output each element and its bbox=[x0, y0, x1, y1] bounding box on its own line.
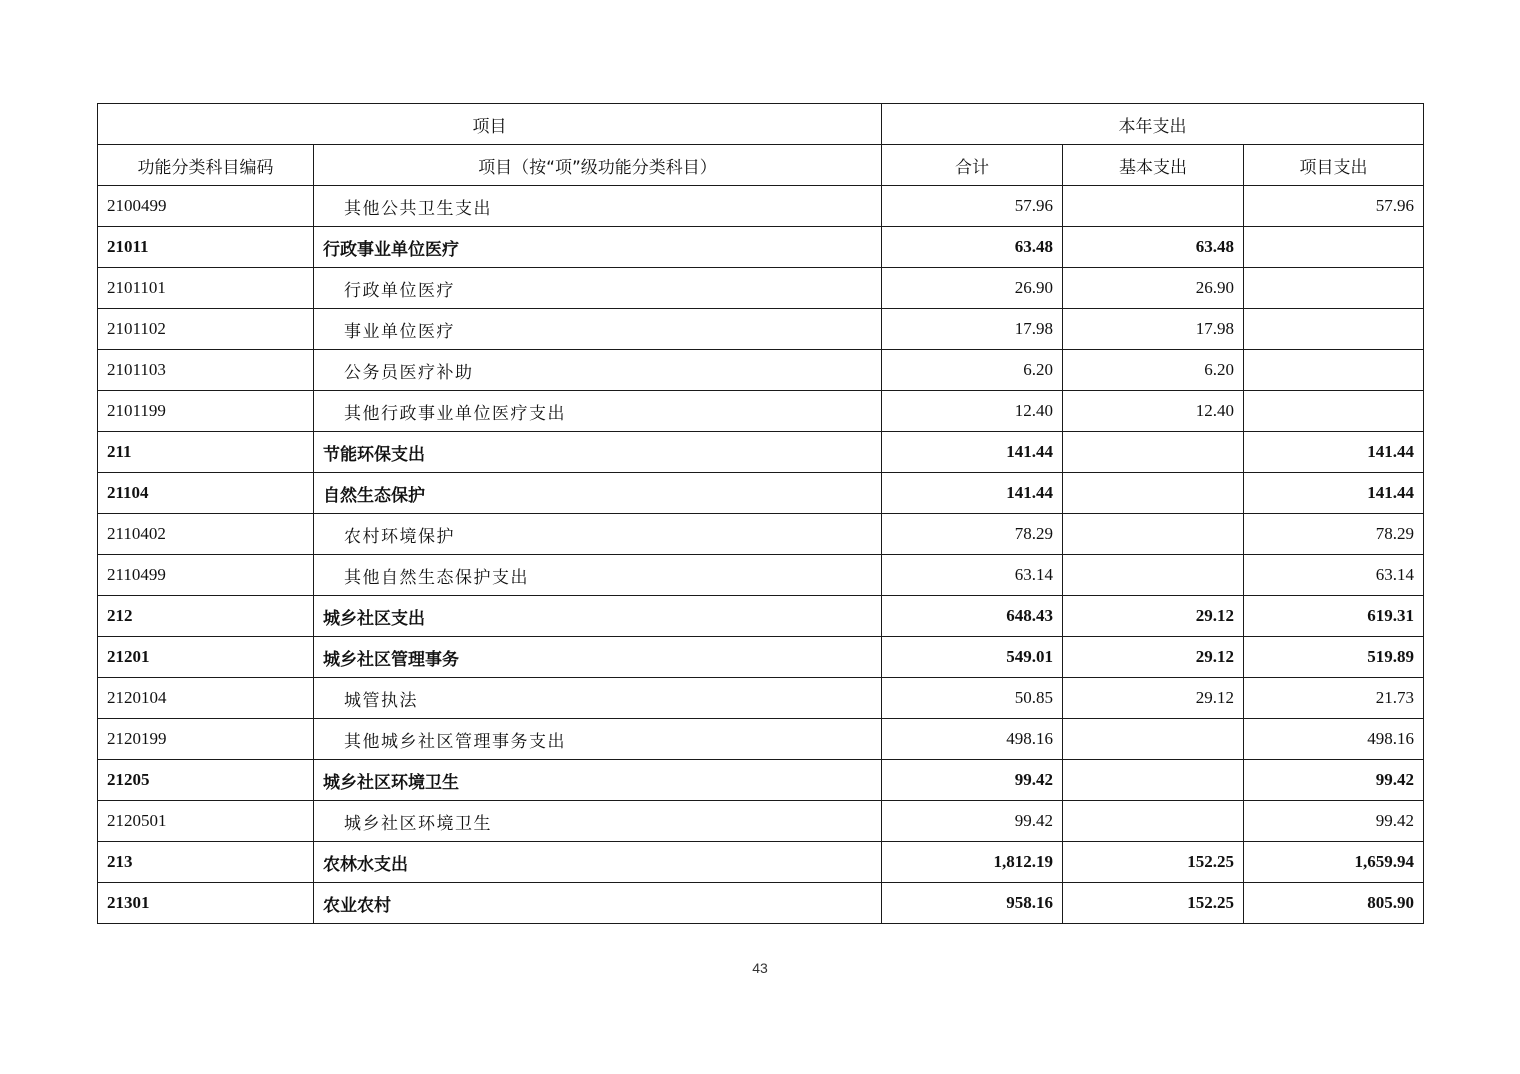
basic-cell: 6.20 bbox=[1063, 350, 1244, 391]
name-cell: 行政单位医疗 bbox=[314, 268, 882, 309]
project-cell: 141.44 bbox=[1244, 432, 1424, 473]
name-cell: 公务员医疗补助 bbox=[314, 350, 882, 391]
header-code: 功能分类科目编码 bbox=[98, 145, 314, 186]
total-cell: 1,812.19 bbox=[882, 842, 1063, 883]
project-cell: 99.42 bbox=[1244, 760, 1424, 801]
total-cell: 50.85 bbox=[882, 678, 1063, 719]
name-cell: 其他自然生态保护支出 bbox=[314, 555, 882, 596]
basic-cell: 17.98 bbox=[1063, 309, 1244, 350]
basic-cell bbox=[1063, 186, 1244, 227]
total-cell: 6.20 bbox=[882, 350, 1063, 391]
table-row bbox=[98, 637, 1424, 678]
name-cell: 节能环保支出 bbox=[314, 432, 882, 473]
name-cell: 自然生态保护 bbox=[314, 473, 882, 514]
code-cell: 2101101 bbox=[98, 268, 314, 309]
header-row-1 bbox=[98, 104, 1424, 145]
table-row bbox=[98, 842, 1424, 883]
project-cell: 805.90 bbox=[1244, 883, 1424, 924]
project-cell: 78.29 bbox=[1244, 514, 1424, 555]
table-row bbox=[98, 350, 1424, 391]
project-cell: 519.89 bbox=[1244, 637, 1424, 678]
code-cell: 212 bbox=[98, 596, 314, 637]
table-body bbox=[98, 186, 1424, 924]
code-cell: 213 bbox=[98, 842, 314, 883]
project-cell bbox=[1244, 268, 1424, 309]
project-cell: 1,659.94 bbox=[1244, 842, 1424, 883]
project-cell: 619.31 bbox=[1244, 596, 1424, 637]
header-total: 合计 bbox=[882, 145, 1063, 186]
basic-cell: 29.12 bbox=[1063, 596, 1244, 637]
name-cell: 事业单位医疗 bbox=[314, 309, 882, 350]
name-cell: 其他城乡社区管理事务支出 bbox=[314, 719, 882, 760]
basic-cell: 26.90 bbox=[1063, 268, 1244, 309]
code-cell: 2101102 bbox=[98, 309, 314, 350]
basic-cell bbox=[1063, 801, 1244, 842]
name-cell: 城乡社区环境卫生 bbox=[314, 760, 882, 801]
total-cell: 958.16 bbox=[882, 883, 1063, 924]
table-row bbox=[98, 186, 1424, 227]
total-cell: 26.90 bbox=[882, 268, 1063, 309]
header-project: 项目 bbox=[98, 104, 882, 145]
name-cell: 其他公共卫生支出 bbox=[314, 186, 882, 227]
code-cell: 2110402 bbox=[98, 514, 314, 555]
name-cell: 农村环境保护 bbox=[314, 514, 882, 555]
basic-cell bbox=[1063, 719, 1244, 760]
project-cell: 498.16 bbox=[1244, 719, 1424, 760]
table-row bbox=[98, 719, 1424, 760]
code-cell: 211 bbox=[98, 432, 314, 473]
total-cell: 57.96 bbox=[882, 186, 1063, 227]
project-cell: 141.44 bbox=[1244, 473, 1424, 514]
code-cell: 21104 bbox=[98, 473, 314, 514]
project-cell: 57.96 bbox=[1244, 186, 1424, 227]
basic-cell bbox=[1063, 555, 1244, 596]
project-cell bbox=[1244, 309, 1424, 350]
total-cell: 141.44 bbox=[882, 432, 1063, 473]
table-row bbox=[98, 309, 1424, 350]
name-cell: 行政事业单位医疗 bbox=[314, 227, 882, 268]
header-item-name: 项目（按“项”级功能分类科目） bbox=[314, 145, 882, 186]
basic-cell bbox=[1063, 514, 1244, 555]
table-row bbox=[98, 473, 1424, 514]
code-cell: 21205 bbox=[98, 760, 314, 801]
basic-cell: 63.48 bbox=[1063, 227, 1244, 268]
header-project-expense: 项目支出 bbox=[1244, 145, 1424, 186]
name-cell: 城管执法 bbox=[314, 678, 882, 719]
code-cell: 2120104 bbox=[98, 678, 314, 719]
total-cell: 141.44 bbox=[882, 473, 1063, 514]
basic-cell: 152.25 bbox=[1063, 883, 1244, 924]
table-row bbox=[98, 268, 1424, 309]
project-cell bbox=[1244, 350, 1424, 391]
project-cell: 99.42 bbox=[1244, 801, 1424, 842]
table-row bbox=[98, 555, 1424, 596]
expense-table bbox=[97, 103, 1424, 924]
code-cell: 2110499 bbox=[98, 555, 314, 596]
project-cell: 21.73 bbox=[1244, 678, 1424, 719]
name-cell: 城乡社区管理事务 bbox=[314, 637, 882, 678]
name-cell: 农业农村 bbox=[314, 883, 882, 924]
total-cell: 99.42 bbox=[882, 801, 1063, 842]
table-row bbox=[98, 760, 1424, 801]
basic-cell: 152.25 bbox=[1063, 842, 1244, 883]
header-basic: 基本支出 bbox=[1063, 145, 1244, 186]
basic-cell bbox=[1063, 432, 1244, 473]
basic-cell: 29.12 bbox=[1063, 678, 1244, 719]
total-cell: 63.14 bbox=[882, 555, 1063, 596]
total-cell: 549.01 bbox=[882, 637, 1063, 678]
total-cell: 63.48 bbox=[882, 227, 1063, 268]
total-cell: 12.40 bbox=[882, 391, 1063, 432]
basic-cell bbox=[1063, 760, 1244, 801]
code-cell: 2100499 bbox=[98, 186, 314, 227]
table-row bbox=[98, 883, 1424, 924]
code-cell: 21011 bbox=[98, 227, 314, 268]
total-cell: 17.98 bbox=[882, 309, 1063, 350]
code-cell: 2101199 bbox=[98, 391, 314, 432]
basic-cell: 12.40 bbox=[1063, 391, 1244, 432]
code-cell: 21301 bbox=[98, 883, 314, 924]
header-current-year-expense: 本年支出 bbox=[882, 104, 1424, 145]
project-cell: 63.14 bbox=[1244, 555, 1424, 596]
name-cell: 城乡社区支出 bbox=[314, 596, 882, 637]
page-number: 43 bbox=[752, 960, 768, 976]
name-cell: 城乡社区环境卫生 bbox=[314, 801, 882, 842]
project-cell bbox=[1244, 227, 1424, 268]
table-row bbox=[98, 596, 1424, 637]
table-row bbox=[98, 391, 1424, 432]
header-row-2 bbox=[98, 145, 1424, 186]
name-cell: 其他行政事业单位医疗支出 bbox=[314, 391, 882, 432]
total-cell: 498.16 bbox=[882, 719, 1063, 760]
code-cell: 2101103 bbox=[98, 350, 314, 391]
total-cell: 78.29 bbox=[882, 514, 1063, 555]
table-row bbox=[98, 801, 1424, 842]
name-cell: 农林水支出 bbox=[314, 842, 882, 883]
table-row bbox=[98, 432, 1424, 473]
table-row bbox=[98, 227, 1424, 268]
code-cell: 21201 bbox=[98, 637, 314, 678]
total-cell: 99.42 bbox=[882, 760, 1063, 801]
code-cell: 2120501 bbox=[98, 801, 314, 842]
code-cell: 2120199 bbox=[98, 719, 314, 760]
total-cell: 648.43 bbox=[882, 596, 1063, 637]
table-row bbox=[98, 514, 1424, 555]
table-row bbox=[98, 678, 1424, 719]
basic-cell: 29.12 bbox=[1063, 637, 1244, 678]
project-cell bbox=[1244, 391, 1424, 432]
basic-cell bbox=[1063, 473, 1244, 514]
